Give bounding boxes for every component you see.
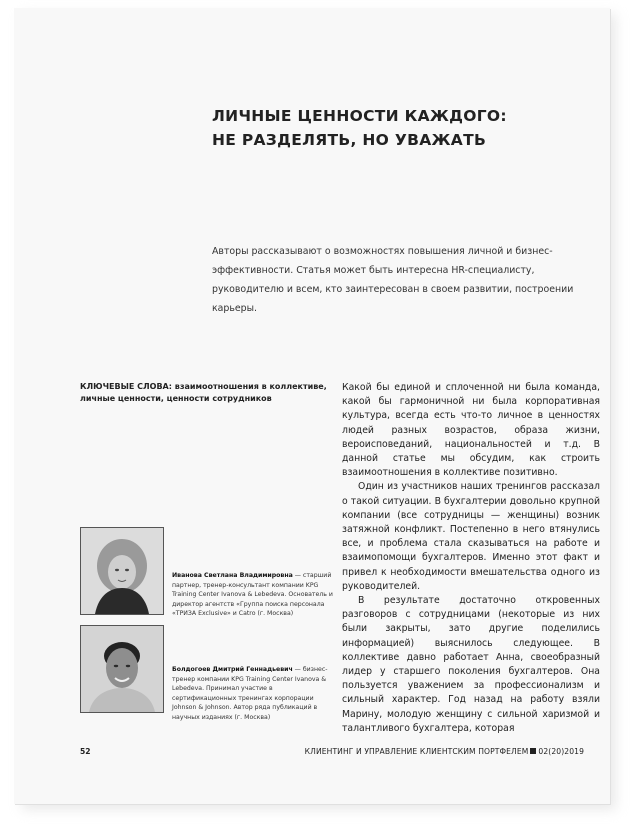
keywords-block [80, 381, 334, 404]
portrait-man-image [81, 626, 163, 712]
article-lead: Авторы рассказывают о возможностях повышения личной и бизнес-эффективности. Статья может быть интересна HR-специалисту, руководителю и всем, кто заинтересован в своем развитии, построении карьеры. [212, 246, 574, 314]
body-paragraph: Один из участников наших тренингов рассказал о такой ситуации. В бухгалтерии довольно крупной компании (все сотрудницы — женщины) возник затяжной конфликт. Постепенно в него втянулись все, и проблема стала сказываться на работе и взаимопомощи бухгалтеров. Именно этот факт и привел к необходимости вмешательства одного из руководителей. [342, 481, 600, 592]
article-body [342, 381, 600, 736]
article-title [212, 104, 572, 152]
title-line-2: НЕ РАЗДЕЛЯТЬ, НО УВАЖАТЬ [212, 131, 487, 149]
keywords-label: КЛЮЧЕВЫЕ СЛОВА: [80, 382, 172, 391]
issue-number: 02(20)2019 [538, 747, 584, 756]
author-photo-ivanova [80, 527, 164, 615]
page-number: 52 [80, 747, 91, 756]
author-bio-ivanova [172, 571, 336, 619]
title-line-1: ЛИЧНЫЕ ЦЕННОСТИ КАЖДОГО: [212, 107, 507, 125]
author-name: Болдогоев Дмитрий Геннадьевич [172, 666, 293, 673]
author-description: — бизнес-тренер компании KPG Training Center Ivanova & Lebedeva. Принимал участие в сертификационных тренингах корпорации Johnson & Johnson. Автор ряда публикаций в научных изданиях (г. Москва) [172, 666, 328, 721]
author-description: — старший партнер, тренер-консультант компании KPG Training Center Ivanova & Lebedeva. Основатель и директор агентств «Группа поиска персонала «ТРИЗА Exclusive» и Catro (г. Москва) [172, 572, 333, 618]
running-footer [305, 747, 584, 761]
body-paragraph: В результате достаточно откровенных разговоров с сотрудницами (некоторые из них были закрыты, зато другие поделились информацией) выяснилось следующее. В коллективе давно работает Анна, своеобразный лидер у старшего поколения бухгалтеров. Она пользуется уважением за профессионализм и сильный характер. Год назад на работу взяли Марину, молодую женщину с сильной харизмой и талантливого бухгалтера, которая [342, 595, 600, 734]
magazine-page [14, 8, 610, 804]
body-paragraph: Какой бы единой и сплоченной ни была команда, какой бы гармоничной ни была корпоративная культура, всегда есть что-то личное в ценностях людей разных возрастов, образа жизни, вероисповеданий, национальностей и т.д. В данной статье мы обсудим, как строить взаимоотношения в коллективе позитивно. [342, 382, 600, 479]
author-photo-boldogoev [80, 625, 164, 713]
author-bio-boldogoev [172, 665, 336, 723]
author-name: Иванова Светлана Владимировна [172, 572, 293, 579]
journal-title: КЛИЕНТИНГ И УПРАВЛЕНИЕ КЛИЕНТСКИМ ПОРТФЕЛЕМ [304, 747, 529, 756]
portrait-woman-image [81, 528, 163, 614]
square-bullet-icon [530, 748, 536, 754]
keywords-text: взаимоотношения в коллективе, личные ценности, ценности сотрудников [80, 382, 327, 403]
